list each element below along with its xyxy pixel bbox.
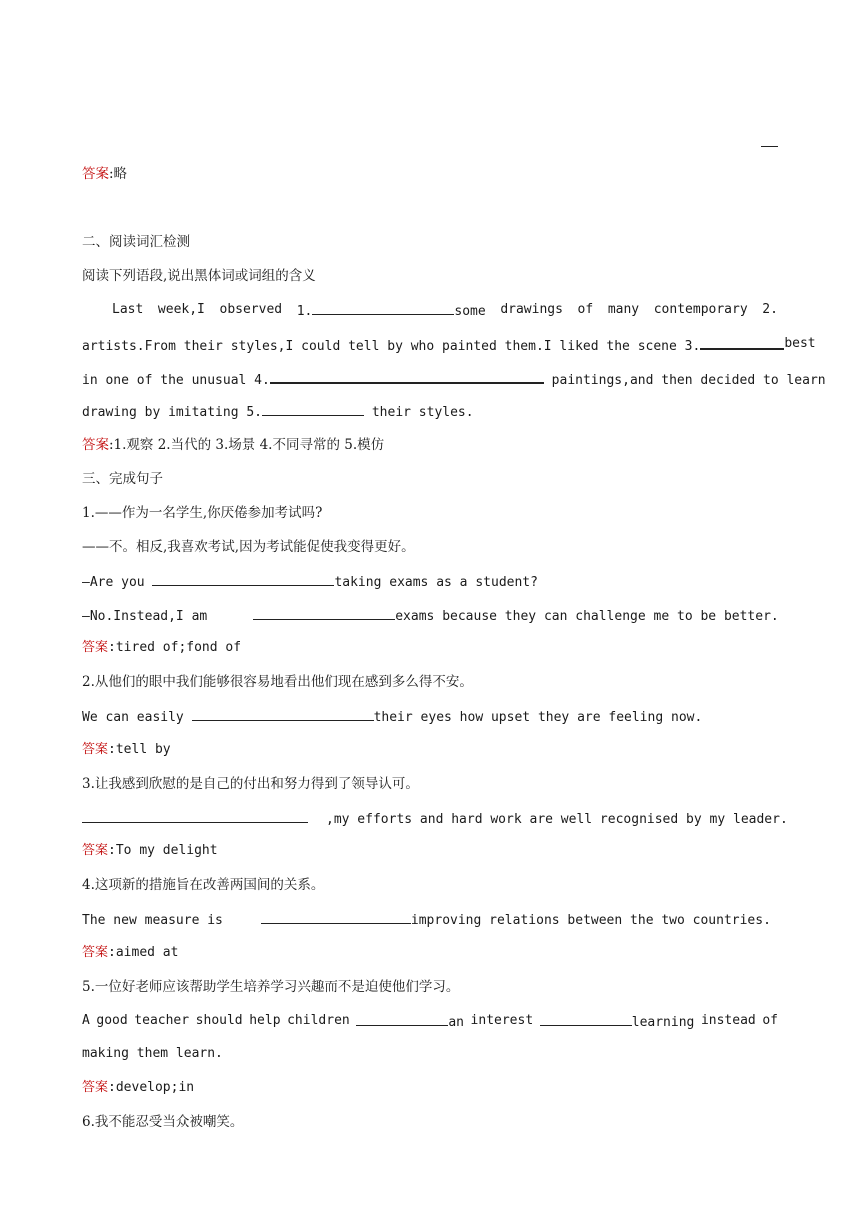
q5-word: help [249, 1013, 281, 1028]
answer-text: :1.观察 2.当代的 3.场景 4.不同寻常的 5.模仿 [109, 437, 385, 453]
q2-answer [82, 740, 171, 760]
q4-english [82, 909, 771, 931]
answer-line-0 [82, 164, 127, 184]
q3-answer [82, 841, 218, 861]
q6-chinese: 6.我不能忍受当众被嘲笑。 [82, 1114, 244, 1130]
answer-label: 答案 [82, 843, 109, 858]
passage-line-2 [82, 334, 816, 357]
answer-text: :tired of;fond of [108, 640, 242, 655]
blank-3[interactable] [700, 334, 784, 350]
q5-blank-group-2 [540, 1011, 695, 1033]
passage-text: in one of the unusual 4. [82, 373, 270, 388]
passage-word: some [454, 304, 486, 319]
passage-line-4 [82, 401, 474, 423]
section-title-complete-sentences: 三、完成句子 [82, 471, 163, 487]
q2-text: We can easily [82, 710, 192, 725]
q4-text: improving relations between the two countries. [410, 913, 771, 928]
q5-english-2: making them learn. [82, 1046, 223, 1061]
q5-word: an [448, 1015, 464, 1030]
q1-chinese-2: ——不。相反,我喜欢考试,因为考试能促使我变得更好。 [82, 539, 415, 555]
passage-word: best [784, 336, 816, 351]
answer-label: 答案 [82, 166, 109, 182]
passage-text: artists.From their styles,I could tell by who painted them.I liked the scene 3. [82, 339, 701, 354]
passage-word: Last [112, 302, 144, 317]
passage-word: contemporary [653, 302, 748, 317]
q1-answer [82, 638, 241, 658]
q4-text: The new measure is [82, 913, 223, 928]
q5-word: children [287, 1013, 350, 1028]
q1-english-1 [82, 571, 538, 593]
passage-word: week,I [157, 302, 205, 317]
answer-label: 答案 [82, 945, 109, 960]
passage-segment [82, 334, 784, 357]
q5-blank-group-1 [356, 1011, 464, 1033]
answer-text: :To my delight [108, 843, 218, 858]
q5-chinese: 5.一位好老师应该帮助学生培养学习兴趣而不是迫使他们学习。 [82, 979, 460, 995]
q5-english-1 [82, 1011, 778, 1033]
q3-english [82, 808, 788, 830]
top-dash [761, 146, 778, 147]
q4-answer [82, 943, 178, 963]
q5-word: learning [631, 1015, 695, 1030]
q1-blank-2[interactable] [253, 605, 395, 620]
q3-text: ,my efforts and hard work are well recognised by my leader. [326, 812, 788, 827]
passage-word: 2. [762, 302, 778, 317]
passage-word: of [577, 302, 594, 317]
answer-text: :略 [109, 166, 128, 182]
answer-label: 答案 [82, 1080, 109, 1095]
passage-word: drawings [500, 302, 563, 317]
answer-text: :tell by [108, 742, 171, 757]
q5-word: teacher [134, 1013, 190, 1028]
q5-blank-1[interactable] [356, 1011, 448, 1026]
answer-label: 答案 [82, 437, 109, 453]
q5-word: interest [470, 1013, 534, 1028]
passage-line-1 [112, 300, 778, 322]
passage-text: their styles. [371, 405, 474, 420]
passage-text: paintings,and then decided to learn [551, 373, 826, 388]
answer-line-section2 [82, 435, 384, 455]
q2-english [82, 706, 702, 728]
blank-number: 1. [296, 304, 313, 319]
q1-text: —No.Instead,I am [82, 609, 208, 624]
q5-word: of [762, 1013, 778, 1028]
q1-blank-1[interactable] [152, 571, 334, 586]
blank-1[interactable] [312, 300, 454, 315]
q2-blank[interactable] [192, 706, 374, 721]
q2-chinese: 2.从他们的眼中我们能够很容易地看出他们现在感到多么得不安。 [82, 674, 473, 690]
passage-word: many [607, 302, 640, 317]
answer-text: :develop;in [108, 1080, 195, 1095]
answer-label: 答案 [82, 742, 109, 757]
answer-label: 答案 [82, 640, 109, 655]
blank-4[interactable] [270, 368, 544, 384]
section-instruction: 阅读下列语段,说出黑体词或词组的含义 [82, 268, 316, 284]
blank-group-1 [297, 300, 486, 322]
q5-answer [82, 1078, 194, 1098]
q5-word: instead [700, 1013, 756, 1028]
q1-chinese-1: 1.——作为一名学生,你厌倦参加考试吗? [82, 505, 323, 521]
q5-word: good [96, 1013, 128, 1028]
q5-blank-2[interactable] [540, 1011, 632, 1026]
q1-text: —Are you [82, 575, 153, 590]
q5-word: A [82, 1013, 90, 1028]
q2-text: their eyes how upset they are feeling now. [373, 710, 703, 725]
answer-text: :aimed at [108, 945, 179, 960]
passage-text: drawing by imitating 5. [82, 405, 263, 420]
passage-word: observed [219, 302, 283, 317]
q1-text: taking exams as a student? [334, 575, 538, 590]
passage-line-3 [82, 368, 826, 391]
q1-text: exams because they can challenge me to be better. [395, 609, 779, 624]
q4-chinese: 4.这项新的措施旨在改善两国间的关系。 [82, 877, 325, 893]
q3-blank[interactable] [82, 808, 308, 823]
q4-blank[interactable] [261, 909, 411, 924]
blank-5[interactable] [262, 401, 364, 416]
q3-chinese: 3.让我感到欣慰的是自己的付出和努力得到了领导认可。 [82, 776, 419, 792]
section-title-reading-vocab: 二、阅读词汇检测 [82, 234, 190, 250]
q1-english-2 [82, 605, 779, 627]
q5-word: should [195, 1013, 243, 1028]
